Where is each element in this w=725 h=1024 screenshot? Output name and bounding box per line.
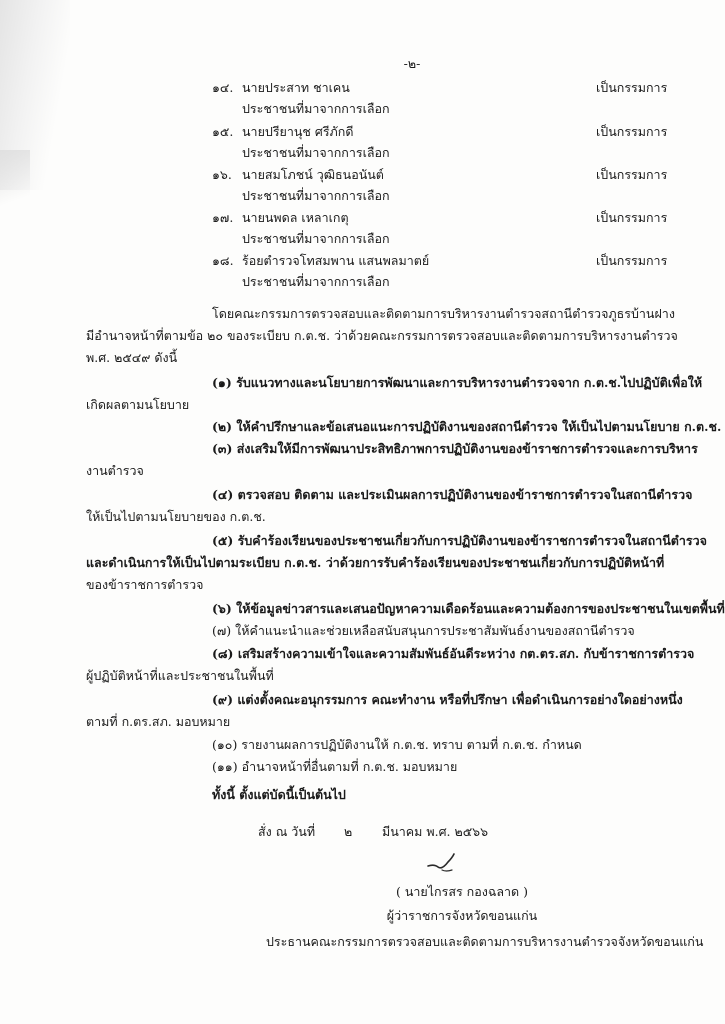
member-number: ๑๕. — [212, 124, 234, 139]
member-role: เป็นกรรมการ — [596, 124, 668, 139]
duty-continuation: ตามที่ ก.ตร.สภ. มอบหมาย — [86, 714, 231, 729]
member-subtitle: ประชาชนที่มาจากการเลือก — [242, 145, 390, 160]
duty-continuation: เกิดผลตามนโยบาย — [86, 397, 190, 412]
duty-item: (๕) รับคำร้องเรียนของประชาชนเกี่ยวกับการปฏิบัติงานของข้าราชการตำรวจในสถานีตำรวจ — [212, 533, 707, 548]
intro-line: มีอำนาจหน้าที่ตามข้อ ๒๐ ของระเบียบ ก.ต.ช. ว่าด้วยคณะกรรมการตรวจสอบและติดตามการบริหารงานตำรวจ — [86, 328, 678, 343]
member-role: เป็นกรรมการ — [596, 80, 668, 95]
member-role: เป็นกรรมการ — [596, 253, 668, 268]
duty-item: (๗) ให้คำแนะนำและช่วยเหลือสนับสนุนการประชาสัมพันธ์งานของสถานีตำรวจ — [212, 623, 635, 638]
member-name: นายประสาท ชาเคน — [242, 80, 350, 95]
member-name: นายปรียานุช ศรีภักดี — [242, 124, 354, 139]
intro-line: โดยคณะกรรมการตรวจสอบและติดตามการบริหารงานตำรวจสถานีตำรวจภูธรบ้านฝาง — [212, 306, 675, 321]
duty-continuation: งานตำรวจ — [86, 463, 144, 478]
duty-continuation: ของข้าราชการตำรวจ — [86, 577, 204, 592]
folded-corner-shadow-lower — [0, 150, 30, 210]
duty-continuation: และดำเนินการให้เป็นไปตามระเบียบ ก.ต.ช. ว่าด้วยการรับคำร้องเรียนของประชาชนเกี่ยวกับการปฏิบัติหน้าที่ — [86, 555, 665, 570]
duty-item: (๙) แต่งตั้งคณะอนุกรรมการ คณะทำงาน หรือที่ปรึกษา เพื่อดำเนินการอย่างใดอย่างหนึ่ง — [212, 692, 683, 707]
signer-name: ( นายไกรสร กองฉลาด ) — [396, 884, 528, 899]
member-subtitle: ประชาชนที่มาจากการเลือก — [242, 274, 390, 289]
duty-continuation: ให้เป็นไปตามนโยบายของ ก.ต.ช. — [86, 509, 266, 524]
duty-item: (๖) ให้ข้อมูลข่าวสารและเสนอปัญหาความเดือดร้อนและความต้องการของประชาชนในเขตพื้นที่ — [212, 601, 725, 616]
signer-title: ประธานคณะกรรมการตรวจสอบและติดตามการบริหารงานตำรวจจังหวัดขอนแก่น — [266, 934, 704, 949]
duty-item: (๔) ตรวจสอบ ติดตาม และประเมินผลการปฏิบัติงานของข้าราชการตำรวจในสถานีตำรวจ — [212, 487, 693, 502]
order-date-month-year: มีนาคม พ.ศ. ๒๕๖๖ — [382, 824, 489, 839]
duty-item: (๑๑) อำนาจหน้าที่อื่นตามที่ ก.ต.ช. มอบหมาย — [212, 759, 458, 774]
page-number: -๒- — [403, 56, 421, 71]
order-date-prefix: สั่ง ณ วันที่ — [258, 824, 316, 839]
member-number: ๑๘. — [212, 253, 234, 268]
member-name: นายสมโภชน์ วุฒิธนอนันต์ — [242, 167, 384, 182]
duty-item: (๘) เสริมสร้างความเข้าใจและความสัมพันธ์อันดีระหว่าง กต.ตร.สภ. กับข้าราชการตำรวจ — [212, 646, 695, 661]
member-number: ๑๗. — [212, 210, 234, 225]
member-number: ๑๖. — [212, 167, 232, 182]
duty-item: (๓) ส่งเสริมให้มีการพัฒนาประสิทธิภาพการปฏิบัติงานของข้าราชการตำรวจและการบริหาร — [212, 441, 698, 456]
duty-continuation: ผู้ปฏิบัติหน้าที่และประชาชนในพื้นที่ — [86, 668, 274, 683]
member-subtitle: ประชาชนที่มาจากการเลือก — [242, 101, 390, 116]
member-role: เป็นกรรมการ — [596, 210, 668, 225]
duty-item: (๒) ให้คำปรึกษาและข้อเสนอแนะการปฏิบัติงานของสถานีตำรวจ ให้เป็นไปตามนโยบาย ก.ต.ช. — [212, 419, 722, 434]
duty-item: (๑๐) รายงานผลการปฏิบัติงานให้ ก.ต.ช. ทราบ ตามที่ ก.ต.ช. กำหนด — [212, 737, 582, 752]
member-subtitle: ประชาชนที่มาจากการเลือก — [242, 188, 390, 203]
member-number: ๑๔. — [212, 80, 234, 95]
member-role: เป็นกรรมการ — [596, 167, 668, 182]
member-subtitle: ประชาชนที่มาจากการเลือก — [242, 231, 390, 246]
intro-line: พ.ศ. ๒๕๔๙ ดังนี้ — [86, 350, 178, 365]
signer-title: ผู้ว่าราชการจังหวัดขอนแก่น — [386, 908, 538, 923]
order-date-day: ๒ — [344, 824, 353, 839]
member-name: นายนพดล เหลาเกตุ — [242, 210, 349, 225]
signature-mark — [424, 852, 464, 874]
effective-statement: ทั้งนี้ ตั้งแต่บัดนี้เป็นต้นไป — [212, 787, 346, 802]
member-name: ร้อยตำรวจโทสมพาน แสนพลมาตย์ — [242, 253, 430, 268]
duty-item: (๑) รับแนวทางและนโยบายการพัฒนาและการบริหารงานตำรวจจาก ก.ต.ช.ไปปฏิบัติเพื่อให้ — [212, 375, 703, 390]
